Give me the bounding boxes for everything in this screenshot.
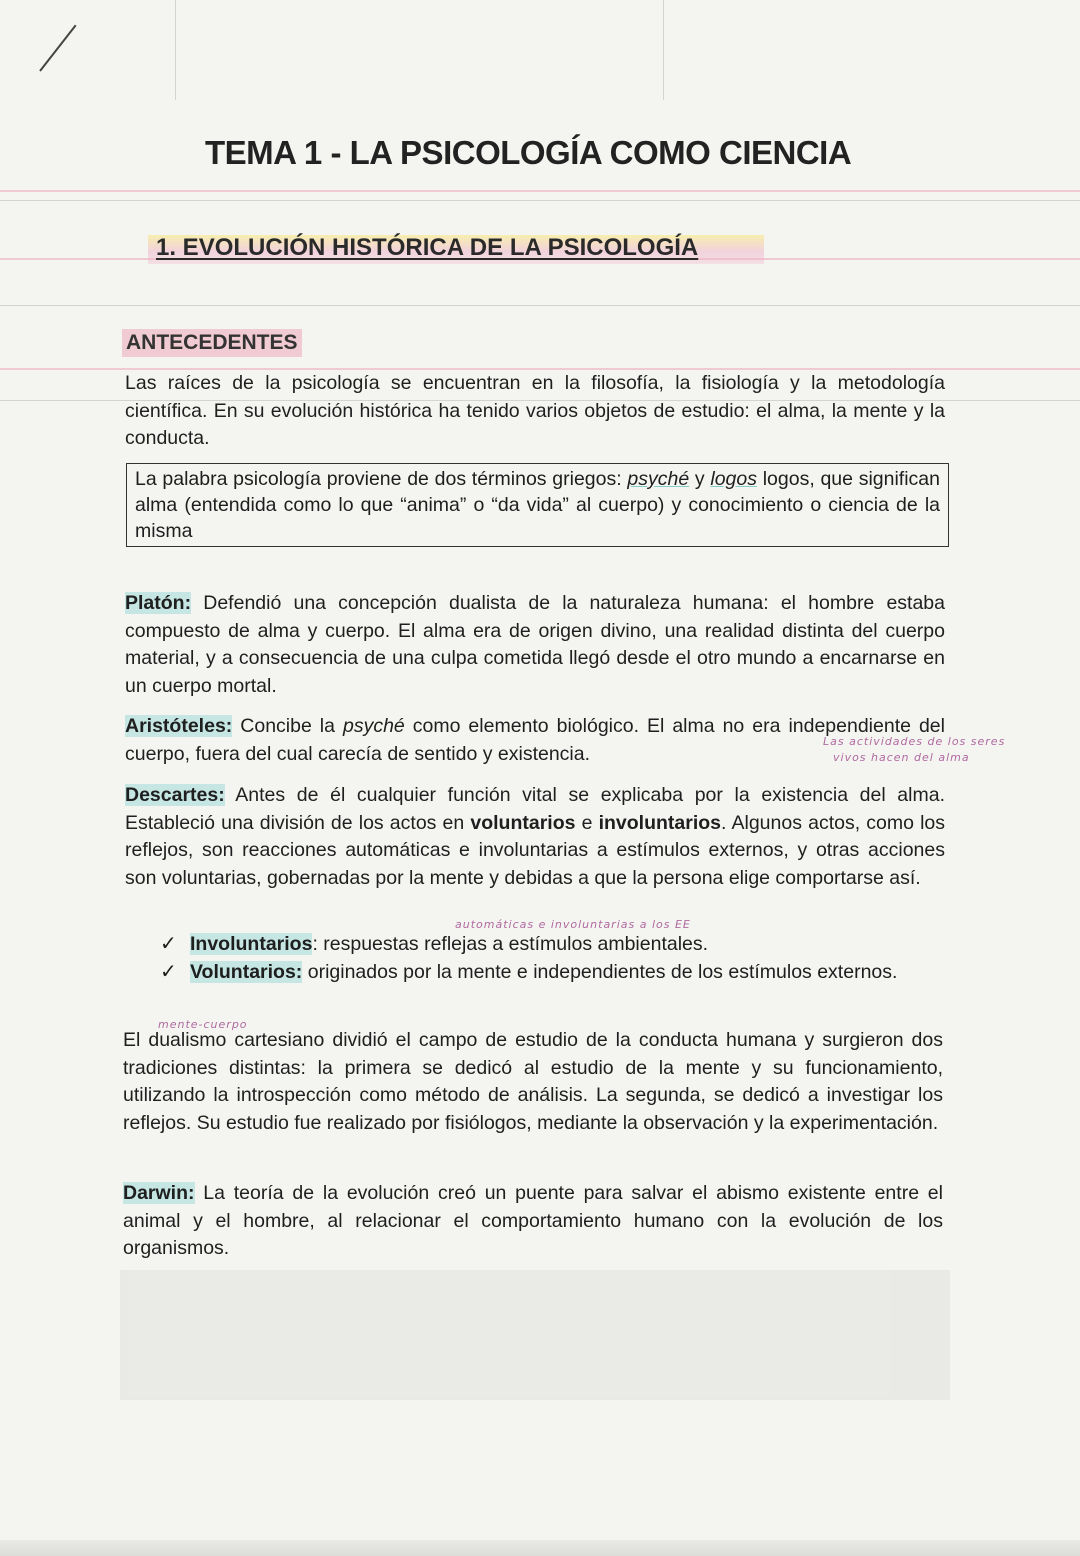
- handwritten-note: Las actividades de los seres: [823, 735, 1006, 748]
- aristoteles-label: Aristóteles:: [125, 715, 233, 737]
- descartes-text: e: [575, 811, 599, 834]
- box-text: y: [689, 468, 711, 490]
- page-guide-line: [175, 0, 176, 100]
- aristoteles-text: Concibe la: [232, 715, 343, 737]
- descartes-involuntarios: involuntarios: [598, 811, 722, 834]
- aristoteles-psyche: psyché: [342, 715, 405, 737]
- list-item-body: originados por la mente e independientes de los estímulos externos.: [302, 961, 898, 983]
- handwritten-note: automáticas e involuntarias a los EE: [455, 918, 691, 931]
- list-item-body: : respuestas reflejas a estímulos ambientales.: [312, 933, 709, 955]
- box-text: La palabra psicología proviene de dos términos griegos:: [135, 468, 628, 490]
- descartes-label: Descartes:: [125, 784, 225, 806]
- page-guide-line: [663, 0, 664, 100]
- ruled-line: [0, 200, 1080, 201]
- list-item-text: [190, 958, 897, 986]
- checkmark-icon: ✓: [160, 933, 177, 955]
- box-psyche: psyché: [627, 468, 690, 490]
- subheading: ANTECEDENTES: [122, 329, 302, 357]
- platon-paragraph: [125, 590, 945, 700]
- platon-text: Defendió una concepción dualista de la naturaleza humana: el hombre estaba compuesto de alma y cuerpo. El alma era de origen divino, una realidad distinta del cuerpo material, y a consecuencia de una culpa cometida llegó desde el otro mundo a encarnarse en un cuerpo mortal.: [125, 592, 945, 697]
- ruled-line: [0, 190, 1080, 192]
- handwritten-note: vivos hacen del alma: [833, 751, 970, 764]
- list-item-label: Involuntarios: [190, 933, 313, 955]
- list-item: [160, 958, 950, 986]
- checkmark-icon: ✓: [160, 961, 177, 983]
- pen-mark: [39, 25, 76, 72]
- box-text: logos, que significan alma (entendida como lo que “anima” o “da vida” al cuerpo) y conocimiento o ciencia de la misma: [135, 468, 940, 542]
- etymology-box: [126, 463, 949, 547]
- page-title: TEMA 1 - LA PSICOLOGÍA COMO CIENCIA: [205, 134, 852, 171]
- list-item: [160, 930, 950, 958]
- acts-list: [160, 930, 950, 986]
- descartes-text: Antes de él cualquier función vital se explicaba por la existencia del alma. Estableció una división de los actos en: [125, 784, 945, 834]
- page-edge: [0, 1540, 1080, 1556]
- ruled-line: [0, 305, 1080, 306]
- descartes-voluntarios: voluntarios: [470, 811, 576, 834]
- list-item-text: [190, 930, 708, 958]
- section-heading: 1. EVOLUCIÓN HISTÓRICA DE LA PSICOLOGÍA: [148, 232, 764, 264]
- handwritten-note: mente-cuerpo: [158, 1018, 248, 1031]
- darwin-label: Darwin:: [123, 1182, 195, 1204]
- darwin-paragraph: [123, 1180, 943, 1263]
- bleed-through: [120, 1270, 950, 1400]
- descartes-paragraph: [125, 782, 945, 892]
- dualismo-paragraph: El dualismo cartesiano dividió el campo de estudio de la conducta humana y surgieron dos tradiciones distintas: la primera se dedicó al estudio de la mente y su funcionamiento, utilizando la introspección como método de análisis. La segunda, se dedicó a investigar los reflejos. Su estudio fue realizado por fisiólogos, mediante la observación y la experimentación.: [123, 1029, 943, 1134]
- aristoteles-paragraph: [125, 713, 945, 768]
- aristoteles-text: como elemento biológico. El alma no era independiente del cuerpo, fuera del cual carecía de sentido y existencia.: [125, 715, 945, 765]
- descartes-text: . Algunos actos, como los reflejos, son reacciones automáticas e involuntarias a estímulos externos, y otras acciones son voluntarias, gobernadas por la mente y debidas a que la persona elige comportarse así.: [125, 811, 945, 889]
- darwin-text: La teoría de la evolución creó un puente para salvar el abismo existente entre el animal y el hombre, al relacionar el comportamiento humano con la evolución de los organismos.: [123, 1182, 943, 1259]
- box-logos: logos: [710, 468, 757, 490]
- platon-label: Platón:: [125, 592, 192, 614]
- list-item-label: Voluntarios:: [190, 961, 303, 983]
- intro-paragraph: Las raíces de la psicología se encuentran en la filosofía, la fisiología y la metodología científica. En su evolución histórica ha tenido varios objetos de estudio: el alma, la mente y la conducta.: [125, 372, 945, 449]
